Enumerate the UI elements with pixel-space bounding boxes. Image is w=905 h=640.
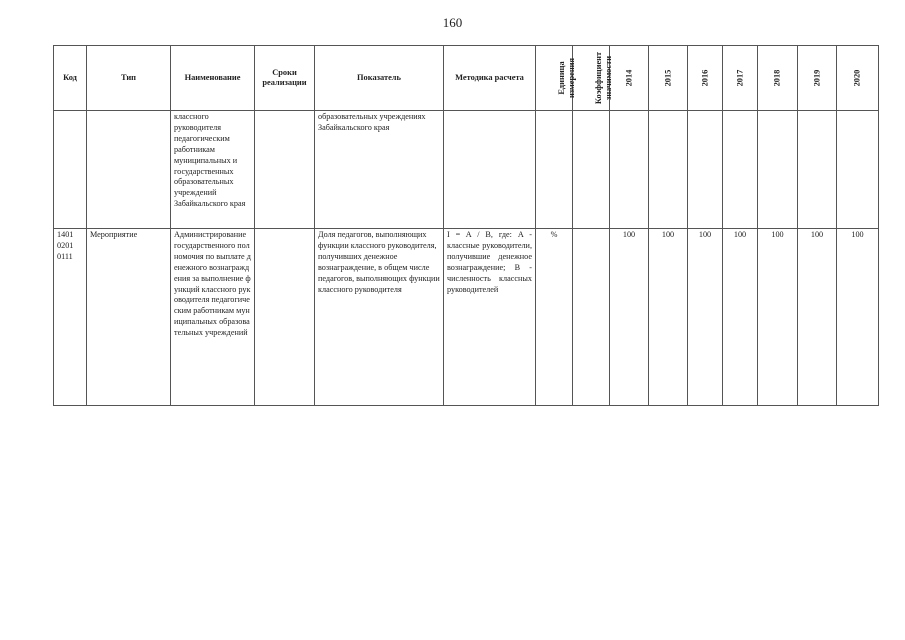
cell-2018: 100 xyxy=(758,229,798,406)
cell-2015: 100 xyxy=(649,229,688,406)
cell-terms xyxy=(255,111,315,229)
header-type: Тип xyxy=(87,46,171,111)
cell-type: Мероприятие xyxy=(87,229,171,406)
cell-name: Администрирование государственного полномочия по выплате денежного вознаграждения за выполнение функций классного руководителя педагогическим работникам муниципальных образовательных учреждений xyxy=(171,229,255,406)
cell-coef xyxy=(573,111,610,229)
header-year-2017: 2017 xyxy=(723,46,758,111)
cell-2020 xyxy=(837,111,879,229)
cell-unit: % xyxy=(536,229,573,406)
header-year-2016: 2016 xyxy=(688,46,723,111)
cell-method: I = A / B, где: A - классные руководители, получившие денежное вознаграждение; B - численность классных руководителей xyxy=(444,229,536,406)
program-table xyxy=(53,45,879,406)
cell-code xyxy=(54,111,87,229)
header-unit: Единица измерения xyxy=(536,46,573,111)
page-number: 160 xyxy=(442,15,463,30)
cell-2019: 100 xyxy=(798,229,837,406)
header-name: Наименование xyxy=(171,46,255,111)
table-row xyxy=(54,229,879,406)
header-terms: Сроки реализации xyxy=(255,46,315,111)
cell-2016 xyxy=(688,111,723,229)
header-indicator: Показатель xyxy=(315,46,444,111)
cell-2019 xyxy=(798,111,837,229)
cell-indicator: Доля педагогов, выполняющих функции классного руководителя, получивших денежное вознаграждение, в общем числе педагогов, выполняющих функции классного руководителя xyxy=(315,229,444,406)
cell-2014 xyxy=(610,111,649,229)
cell-2017: 100 xyxy=(723,229,758,406)
header-row xyxy=(54,46,879,111)
cell-2017 xyxy=(723,111,758,229)
cell-2014: 100 xyxy=(610,229,649,406)
cell-method xyxy=(444,111,536,229)
cell-type xyxy=(87,111,171,229)
cell-coef xyxy=(573,229,610,406)
cell-2016: 100 xyxy=(688,229,723,406)
cell-2020: 100 xyxy=(837,229,879,406)
header-year-2018: 2018 xyxy=(758,46,798,111)
header-method: Методика расчета xyxy=(444,46,536,111)
cell-indicator: образовательных учреждениях Забайкальского края xyxy=(315,111,444,229)
header-year-2020: 2020 xyxy=(837,46,879,111)
cell-2015 xyxy=(649,111,688,229)
cell-2018 xyxy=(758,111,798,229)
cell-name: классного руководителя педагогическим работникам муниципальных и государственных образовательных учреждений Забайкальского края xyxy=(171,111,255,229)
header-coef: Коэффициент значимости xyxy=(573,46,610,111)
table-row xyxy=(54,111,879,229)
cell-unit xyxy=(536,111,573,229)
cell-terms xyxy=(255,229,315,406)
cell-code: 1401 0201 0111 xyxy=(54,229,87,406)
header-year-2019: 2019 xyxy=(798,46,837,111)
header-code: Код xyxy=(54,46,87,111)
header-year-2014: 2014 xyxy=(610,46,649,111)
header-year-2015: 2015 xyxy=(649,46,688,111)
